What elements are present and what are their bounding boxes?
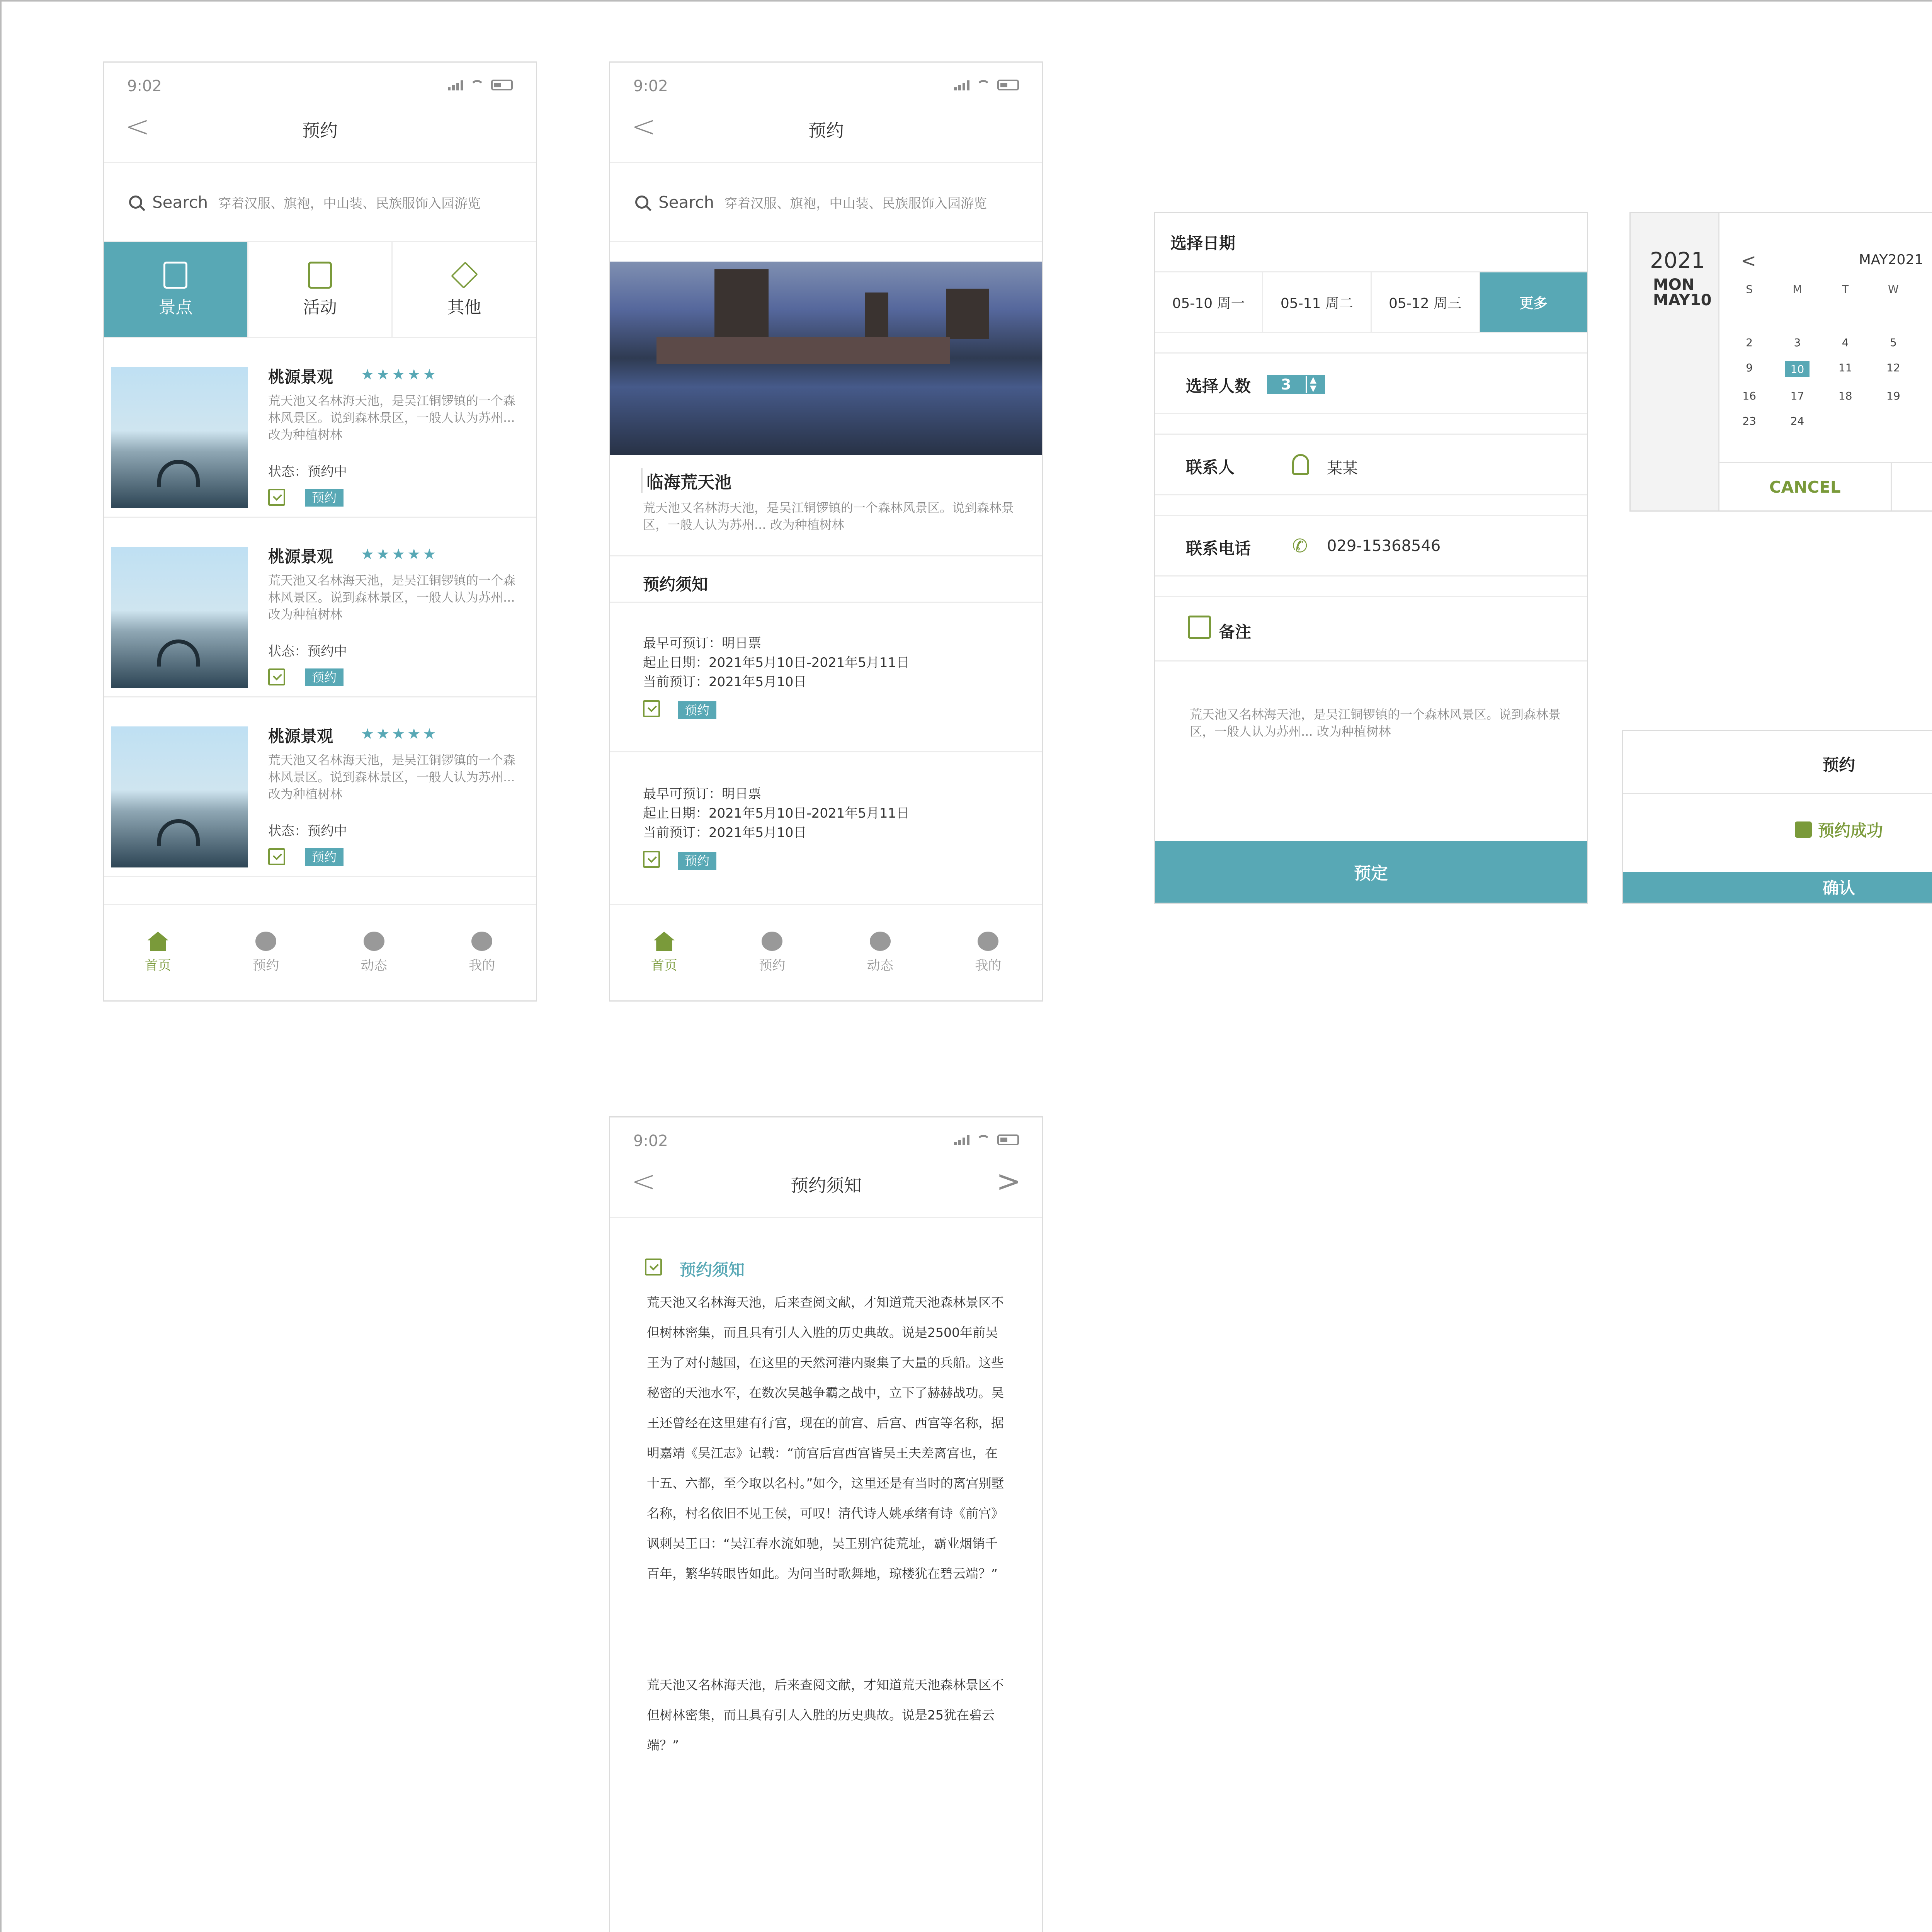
confirm-button[interactable]: 确认 xyxy=(1623,872,1932,903)
wifi-icon xyxy=(976,80,990,90)
status-bar xyxy=(610,63,1042,105)
tab-label: 首页 xyxy=(651,958,677,973)
calendar-empty xyxy=(1917,311,1932,324)
calendar-sidebar xyxy=(1631,213,1719,510)
search-placeholder: 穿着汉服、旗袍，中山装、民族服饰入园游览 xyxy=(724,196,987,211)
item-description: 荒天池又名林海天池，是吴江铜锣镇的一个森林风景区。说到森林景区，一般人认为苏州... 改为种植树林 xyxy=(268,573,516,622)
notice-title: 预约须知 xyxy=(643,575,708,594)
user-icon xyxy=(471,932,492,951)
selected-year: 2021 xyxy=(1650,248,1705,273)
calendar-day[interactable] xyxy=(1917,361,1932,377)
search-placeholder: 穿着汉服、旗袍，中山装、民族服饰入园游览 xyxy=(218,196,481,211)
search-icon xyxy=(129,196,142,209)
notice-heading: 预约须知 xyxy=(680,1260,745,1279)
rating-stars: ★★★★★ xyxy=(361,725,439,742)
category-activity[interactable] xyxy=(248,242,393,337)
screen-detail xyxy=(609,61,1043,1002)
dow-label xyxy=(1917,283,1932,296)
phone-icon: ✆ xyxy=(1292,535,1308,557)
submit-button[interactable]: 预定 xyxy=(1155,841,1587,903)
tab-bar xyxy=(610,904,1042,1000)
status-time: 9:02 xyxy=(633,77,668,95)
calendar-weeks xyxy=(1725,311,1932,427)
dow-label: W xyxy=(1888,283,1899,296)
tab-label: 预约 xyxy=(759,958,786,973)
select-date-label: 选择日期 xyxy=(1170,234,1236,253)
chat-icon xyxy=(364,932,384,951)
search-bar[interactable] xyxy=(610,163,1042,242)
home-icon xyxy=(654,932,675,951)
date-option[interactable]: 05-10 周一 xyxy=(1155,272,1263,332)
date-picker-row xyxy=(1155,271,1587,333)
page-title: 预约 xyxy=(302,120,338,141)
calendar-day[interactable]: 2 xyxy=(1746,336,1753,349)
tab-label: 动态 xyxy=(867,958,893,973)
item-title: 桃源景观 xyxy=(268,727,333,746)
book-tag[interactable]: 预约 xyxy=(678,701,716,719)
battery-icon xyxy=(491,80,513,90)
calendar-empty xyxy=(1917,415,1932,427)
tab-label: 预约 xyxy=(253,958,279,973)
person-icon xyxy=(1292,454,1309,475)
slot-earliest: 最早可预订：明日票 xyxy=(643,636,761,651)
scenic-thumbnail xyxy=(111,726,248,867)
calendar-empty xyxy=(1773,311,1821,324)
screen-notice xyxy=(609,1116,1043,1932)
search-icon xyxy=(635,196,648,209)
clock-icon xyxy=(762,932,782,951)
calendar-day[interactable]: 10 xyxy=(1785,361,1810,377)
user-icon xyxy=(978,932,998,951)
ok-button[interactable] xyxy=(1892,463,1932,510)
check-icon xyxy=(643,851,660,868)
page-title: 预约须知 xyxy=(791,1175,862,1196)
people-row xyxy=(1155,352,1587,414)
search-label: Search xyxy=(152,192,208,212)
check-icon xyxy=(268,668,285,685)
item-status: 状态：预约中 xyxy=(268,644,347,659)
item-description: 荒天池又名林海天池，是吴江铜锣镇的一个森林风景区。说到森林景区，一般人认为苏州... 改为种植树林 xyxy=(268,753,516,801)
slot-current: 当前预订：2021年5月10日 xyxy=(643,674,807,690)
date-picker-dialog xyxy=(1629,212,1932,512)
layers-icon xyxy=(451,261,478,288)
tab-booking[interactable] xyxy=(759,932,785,974)
date-option[interactable]: 05-11 周二 xyxy=(1263,272,1371,332)
page-title: 预约 xyxy=(808,120,844,141)
notice-paragraph: 荒天池又名林海天池，后来查阅文献，才知道荒天池森林景区不但树林密集，而且具有引人入胜的历史典故。说是25犹在碧云端？” xyxy=(647,1677,1004,1753)
calendar-actions xyxy=(1719,462,1932,510)
note-label: 备注 xyxy=(1219,622,1252,641)
status-bar xyxy=(610,1117,1042,1160)
calendar-grid xyxy=(1725,283,1932,427)
calendar-empty xyxy=(1821,311,1869,324)
rating-stars: ★★★★★ xyxy=(361,546,439,563)
more-dates-button[interactable]: 更多 xyxy=(1480,272,1587,332)
check-icon xyxy=(268,848,285,865)
dow-label: M xyxy=(1793,283,1802,296)
list-item[interactable] xyxy=(104,518,536,697)
dow-label: S xyxy=(1746,283,1753,296)
back-icon[interactable]: < xyxy=(631,1164,656,1198)
book-tag[interactable]: 预约 xyxy=(305,668,344,686)
calendar-empty xyxy=(1821,415,1869,427)
back-icon[interactable]: < xyxy=(631,109,656,143)
signal-icon xyxy=(954,1134,969,1145)
book-tag[interactable]: 预约 xyxy=(678,852,716,870)
success-dialog xyxy=(1622,730,1932,904)
people-label: 选择人数 xyxy=(1186,377,1251,396)
slot-range: 起止日期：2021年5月10日-2021年5月11日 xyxy=(643,806,910,821)
booking-slot[interactable] xyxy=(610,602,1042,752)
wifi-icon xyxy=(976,1135,990,1145)
tab-label: 首页 xyxy=(145,958,171,973)
item-title: 桃源景观 xyxy=(268,367,333,386)
note-row xyxy=(1155,596,1587,662)
note-text[interactable]: 荒天池又名林海天池，是吴江铜锣镇的一个森林风景区。说到森林景区，一般人认为苏州... 改为种植树林 xyxy=(1190,707,1561,739)
list-item[interactable] xyxy=(104,338,536,518)
item-status: 状态：预约中 xyxy=(268,823,347,839)
rating-stars: ★★★★★ xyxy=(361,366,439,383)
scenic-thumbnail xyxy=(111,547,248,688)
calendar-check-icon xyxy=(1795,821,1812,838)
tab-profile[interactable] xyxy=(975,932,1001,974)
edit-icon xyxy=(1188,616,1211,639)
calendar-day[interactable] xyxy=(1917,336,1932,349)
notice-paragraph: 荒天池又名林海天池，后来查阅文献，才知道荒天池森林景区不但树林密集，而且具有引人入胜的历史典故。说是2500年前吴王为了对付越国，在这里的天然河港内聚集了大量的兵船。这些秘密的天池水军，在数次吴越争霸之战中，立下了赫赫战功。吴王还曾经在这里建有行宫，现在的前宫、后宫、西宫等名称，据明嘉靖《吴江志》记载：“前宫后宫西宫皆吴王夫差离宫也，在十五、六都，至今取以名村。”如今，这里还是有当时的离宫别墅名称，村名依旧不见王侯，可叹！清代诗人姚承绪有诗《前宫》讽刺吴王曰：“吴江春水流如驰，吴王别宫徒荒址，霸业烟销千百年，繁华转眼皆如此。为问当时歌舞地，琼楼犹在碧云端？” xyxy=(647,1295,1004,1581)
tab-label: 我的 xyxy=(469,958,495,973)
calendar-day[interactable]: 16 xyxy=(1742,389,1756,402)
document-icon xyxy=(163,262,187,289)
tab-booking[interactable] xyxy=(253,932,279,974)
tab-label: 我的 xyxy=(975,958,1002,973)
chat-icon xyxy=(870,932,891,951)
signal-icon xyxy=(448,80,463,90)
item-title: 桃源景观 xyxy=(268,547,333,566)
calendar-day[interactable]: 18 xyxy=(1838,389,1852,402)
tab-feed[interactable] xyxy=(867,932,893,974)
tab-profile[interactable] xyxy=(469,932,495,974)
date-option[interactable]: 05-12 周三 xyxy=(1372,272,1480,332)
book-tag[interactable]: 预约 xyxy=(305,848,344,866)
check-icon xyxy=(268,489,285,506)
people-stepper[interactable] xyxy=(1267,375,1325,394)
signal-icon xyxy=(954,80,969,90)
search-bar[interactable] xyxy=(104,163,536,242)
battery-icon xyxy=(997,80,1019,90)
people-value: 3 xyxy=(1281,376,1291,393)
stepper-arrows-icon[interactable]: ▲ ▼ xyxy=(1306,376,1316,393)
phone-value[interactable]: 029-15368546 xyxy=(1327,537,1441,555)
calendar-day[interactable]: 19 xyxy=(1886,389,1900,402)
calendar-day[interactable]: 3 xyxy=(1794,336,1801,349)
screen-list xyxy=(103,61,537,1002)
scenic-thumbnail xyxy=(111,367,248,508)
tab-home[interactable] xyxy=(145,932,171,974)
calendar-day[interactable]: 11 xyxy=(1838,361,1852,374)
contact-row xyxy=(1155,434,1587,495)
item-status: 状态：预约中 xyxy=(268,464,347,480)
tab-bar xyxy=(104,904,536,1000)
calendar-day[interactable] xyxy=(1917,389,1932,402)
category-label: 景点 xyxy=(158,297,193,317)
selected-date: MAY10 xyxy=(1653,291,1712,309)
status-time: 9:02 xyxy=(127,77,162,95)
calendar-day[interactable]: 4 xyxy=(1842,336,1849,349)
status-time: 9:02 xyxy=(633,1132,668,1150)
calendar-day[interactable]: 5 xyxy=(1890,336,1897,349)
tab-feed[interactable] xyxy=(361,932,387,974)
tab-home[interactable] xyxy=(651,932,677,974)
slot-current: 当前预订：2021年5月10日 xyxy=(643,825,807,840)
category-label: 其他 xyxy=(447,297,481,317)
category-label: 活动 xyxy=(303,297,337,317)
contact-value[interactable]: 某某 xyxy=(1327,459,1358,477)
calendar-empty xyxy=(1869,311,1917,324)
category-other[interactable] xyxy=(393,242,536,337)
calendar-empty xyxy=(1869,415,1917,427)
calendar-empty xyxy=(1725,311,1773,324)
booking-form xyxy=(1154,212,1588,904)
selected-weekday: MON xyxy=(1653,276,1695,294)
category-tabs xyxy=(104,242,536,338)
scenic-hero-image xyxy=(610,262,1043,455)
back-icon[interactable]: < xyxy=(125,109,150,143)
list-item[interactable] xyxy=(104,697,536,877)
slot-earliest: 最早可预订：明日票 xyxy=(643,786,761,802)
place-name: 临海荒天池 xyxy=(641,468,731,493)
search-label: Search xyxy=(658,192,714,212)
phone-row xyxy=(1155,515,1587,577)
contact-label: 联系人 xyxy=(1186,458,1235,477)
nav-bar xyxy=(104,105,536,163)
prev-month-icon[interactable]: < xyxy=(1741,250,1757,272)
weekday-header xyxy=(1725,283,1932,296)
status-bar xyxy=(104,63,536,105)
cancel-button[interactable]: CANCEL xyxy=(1719,463,1892,510)
book-tag[interactable]: 预约 xyxy=(305,489,344,507)
calendar-day[interactable]: 24 xyxy=(1790,415,1804,427)
category-scenic[interactable] xyxy=(104,242,248,337)
calendar-day[interactable]: 9 xyxy=(1746,361,1753,374)
dialog-title: 预约 xyxy=(1822,755,1855,774)
place-description: 荒天池又名林海天池，是吴江铜锣镇的一个森林风景区。说到森林景区，一般人认为苏州... 改为种植树林 xyxy=(643,500,1014,532)
nav-bar xyxy=(610,1160,1042,1218)
item-description: 荒天池又名林海天池，是吴江铜锣镇的一个森林风景区。说到森林景区，一般人认为苏州... 改为种植树林 xyxy=(268,393,516,442)
wifi-icon xyxy=(470,80,484,90)
booking-slot[interactable] xyxy=(610,752,1042,903)
calendar-day[interactable]: 12 xyxy=(1886,361,1900,374)
dow-label: T xyxy=(1842,283,1849,296)
dialog-message-row xyxy=(1623,818,1932,841)
nav-bar xyxy=(610,105,1042,163)
dialog-message: 预约成功 xyxy=(1818,821,1883,840)
check-icon xyxy=(645,1259,662,1276)
clock-icon xyxy=(255,932,276,951)
check-icon xyxy=(643,700,660,717)
forward-icon[interactable]: > xyxy=(996,1164,1021,1198)
calendar-day[interactable]: 17 xyxy=(1790,389,1804,402)
phone-label: 联系电话 xyxy=(1186,539,1251,558)
slot-range: 起止日期：2021年5月10日-2021年5月11日 xyxy=(643,655,910,670)
battery-icon xyxy=(997,1134,1019,1145)
star-badge-icon xyxy=(308,262,332,289)
tab-label: 动态 xyxy=(361,958,387,973)
month-label: MAY2021 xyxy=(1859,252,1923,268)
home-icon xyxy=(148,932,168,951)
calendar-day[interactable]: 23 xyxy=(1742,415,1756,427)
